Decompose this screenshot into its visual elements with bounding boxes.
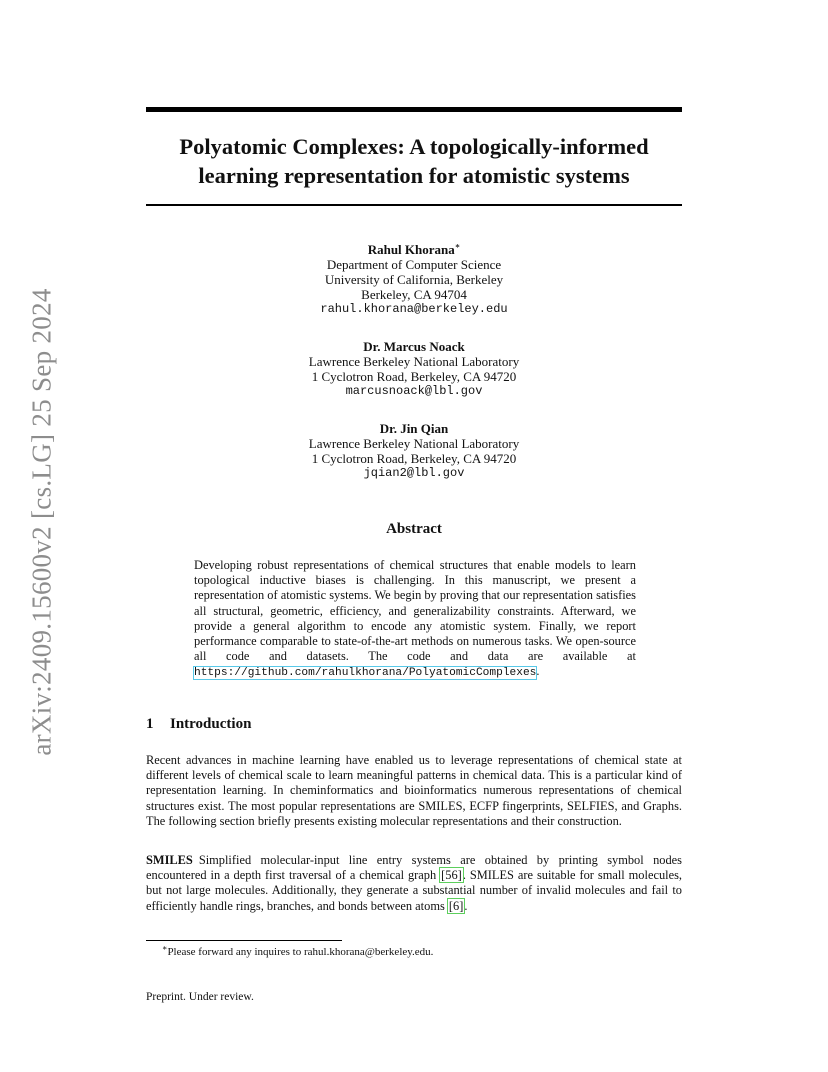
author-affiliation-line: Lawrence Berkeley National Laboratory <box>308 354 520 369</box>
citation-link[interactable]: [6] <box>448 898 464 913</box>
author-name: Dr. Marcus Noack <box>363 339 465 354</box>
title-top-rule <box>146 107 682 112</box>
section-heading-introduction <box>146 716 251 733</box>
footnote-marker: ∗ <box>162 943 168 953</box>
author-affiliation-line: 1 Cyclotron Road, Berkeley, CA 94720 <box>311 451 517 466</box>
author-3 <box>146 421 682 481</box>
smiles-run-in-heading: SMILES <box>146 853 193 867</box>
introduction-paragraph: Recent advances in machine learning have enabled us to leverage representations of chemical state at different levels of chemical scale to learn meaningful patterns in chemical data. This is a particular kind of representation learning. In cheminformatics and bioinformatics numerous representations of chemical structures exist. The most popular representations are SMILES, ECFP fingerprints, SELFIES, and Graphs. The following section briefly presents existing molecular representations and their construction. <box>146 753 682 828</box>
author-affiliation-line: Berkeley, CA 94704 <box>361 287 467 302</box>
title-line-2: learning representation for atomistic systems <box>198 163 630 188</box>
paper-title <box>146 132 682 190</box>
code-repository-link[interactable]: https://github.com/rahulkhorana/PolyatomicComplexes <box>194 667 537 680</box>
section-number: 1 <box>146 716 154 732</box>
footnote-rule <box>146 940 342 941</box>
footnote-marker: ∗ <box>454 241 461 251</box>
arxiv-identifier-stamp: arXiv:2409.15600v2 [cs.LG] 25 Sep 2024 <box>26 288 57 756</box>
citation-link[interactable]: [56] <box>441 868 462 883</box>
author-1 <box>146 242 682 317</box>
author-2 <box>146 339 682 399</box>
author-affiliation-line: 1 Cyclotron Road, Berkeley, CA 94720 <box>311 369 517 384</box>
author-name: Rahul Khorana∗ <box>367 241 461 257</box>
author-name: Dr. Jin Qian <box>379 421 449 436</box>
smiles-paragraph: SMILES Simplified molecular-input line entry systems are obtained by printing symbol nodes encountered in a depth first traversal of a chemical graph [56]. SMILES are suitable for small molecules, but not large molecules. Additionally, they generate a substantial number of invalid molecules and fail to efficiently handle rings, branches, and bonds between atoms [6]. <box>146 853 682 913</box>
preprint-note: Preprint. Under review. <box>146 991 254 1003</box>
abstract-heading: Abstract <box>386 521 442 537</box>
author-block <box>146 242 682 503</box>
author-email: jqian2@lbl.gov <box>363 466 465 480</box>
author-affiliation-line: Lawrence Berkeley National Laboratory <box>308 436 520 451</box>
abstract-text: Developing robust representations of chemical structures that enable models to learn topological inductive biases is challenging. In this manuscript, we present a representation of atomistic systems. We begin by proving that our representation satisfies all structural, geometric, efficiency, and generalizability constraints. Afterward, we provide a general algorithm to encode any atomistic system. Finally, we report performance comparable to state-of-the-art methods on numerous tasks. We open-source all code and datasets. The code and data are available at https://github.com/rahulkhorana/PolyatomicComplexes. <box>194 558 636 680</box>
title-bottom-rule <box>146 204 682 206</box>
section-title: Introduction <box>170 716 252 732</box>
footnote: ∗Please forward any inquires to rahul.khorana@berkeley.edu. <box>162 943 434 958</box>
author-affiliation-line: University of California, Berkeley <box>324 272 504 287</box>
title-line-1: Polyatomic Complexes: A topologically-informed <box>179 134 649 159</box>
author-email: marcusnoack@lbl.gov <box>345 384 483 398</box>
author-email: rahul.khorana@berkeley.edu <box>320 302 508 316</box>
author-affiliation-line: Department of Computer Science <box>326 257 502 272</box>
